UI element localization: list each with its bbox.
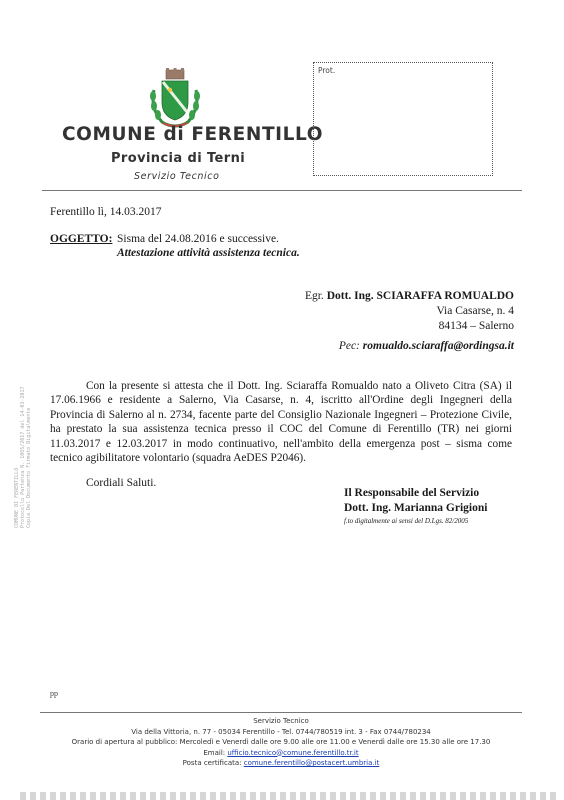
signature-name: Dott. Ing. Marianna Grigioni	[344, 502, 488, 514]
footer-email-label: Email:	[203, 748, 228, 757]
subject-subtitle: Attestazione attività assistenza tecnica.	[117, 247, 300, 259]
recipient-name-line	[305, 289, 514, 304]
body-line: ha prestato la sua assistenza tecnica presso il COC del Comune di Ferentillo (TR) nei giorni	[50, 423, 512, 436]
footer-email-line	[40, 748, 522, 759]
issuer-province: Provincia di Terni	[111, 151, 246, 166]
body-line: 17.06.1966 e residente a Salerno, Via Casarse, n. 4, iscritto all'Ordine degli Ingegneri della	[50, 394, 512, 407]
protocol-label: Prot.	[318, 66, 336, 75]
recipient-name: Dott. Ing. SCIARAFFA ROMUALDO	[326, 290, 514, 302]
letter-date: Ferentillo lì, 14.03.2017	[50, 206, 162, 218]
issuer-department: Servizio Tecnico	[134, 171, 220, 182]
protocol-stamp-text: COMUNE DI FERENTILLO Protocollo Partenza N. 1065/2017 del 14-03-2017 Copia Del Documento Firmato Digitalmente	[14, 386, 32, 528]
subject-label: OGGETTO:	[50, 233, 113, 245]
body-line: 11.03.2017 e 12.03.2017 in modo continuativo, nell'ambito della emergenza post – sisma come	[50, 437, 512, 450]
footer-email-link[interactable]: ufficio.tecnico@comune.ferentillo.tr.it	[227, 748, 359, 757]
initials: pp	[50, 689, 58, 698]
footer	[40, 716, 522, 769]
issuer-name: COMUNE di FERENTILLO	[62, 124, 324, 145]
recipient-pec	[339, 340, 514, 352]
closing: Cordiali Saluti.	[86, 477, 157, 489]
footer-address: Via della Vittoria, n. 77 - 05034 Ferentillo - Tel. 0744/780519 int. 3 - Fax 0744/780234	[131, 727, 431, 736]
footer-pec-label: Posta certificata:	[182, 759, 244, 767]
recipient-address-street: Via Casarse, n. 4	[436, 305, 514, 317]
recipient-block	[305, 289, 514, 334]
scan-edge	[20, 792, 560, 800]
header-divider	[42, 190, 522, 191]
letter-body	[50, 379, 512, 465]
body-line: Provincia di Salerno al n. 2734, facente parte del Consiglio Nazionale Ingegneri – Protezione Civile,	[50, 408, 512, 421]
footer-pec-link[interactable]: comune.ferentillo@postacert.umbria.it	[243, 759, 380, 767]
subject-text: Sisma del 24.08.2016 e successive.	[117, 233, 279, 245]
footer-pec-line	[40, 758, 522, 769]
coat-of-arms-icon	[148, 68, 202, 130]
pec-address: romualdo.sciaraffa@ordingsa.it	[362, 340, 514, 352]
protocol-stamp	[14, 268, 32, 528]
signature-title: Il Responsabile del Servizio	[344, 487, 480, 499]
body-line: tecnico agibilitatore volontario (squadra AeDES P2046).	[50, 452, 306, 465]
recipient-prefix: Egr.	[304, 290, 327, 302]
protocol-box	[313, 62, 493, 176]
footer-department: Servizio Tecnico	[253, 717, 309, 725]
recipient-address-city: 84134 – Salerno	[438, 320, 514, 332]
pec-label: Pec:	[338, 340, 363, 352]
footer-divider	[40, 712, 522, 713]
signature-note: f.to digitalmente ai sensi del D.Lgs. 82/2005	[344, 517, 469, 525]
footer-hours: Orario di apertura al pubblico: Mercoledì e Venerdì dalle ore 9.00 alle ore 11.00 e Venerdì dalle ore 15.30 alle ore 17.30	[71, 738, 491, 746]
body-line: Con la presente si attesta che il Dott. Ing. Sciaraffa Romualdo nato a Oliveto Citra (SA) il	[86, 380, 512, 392]
